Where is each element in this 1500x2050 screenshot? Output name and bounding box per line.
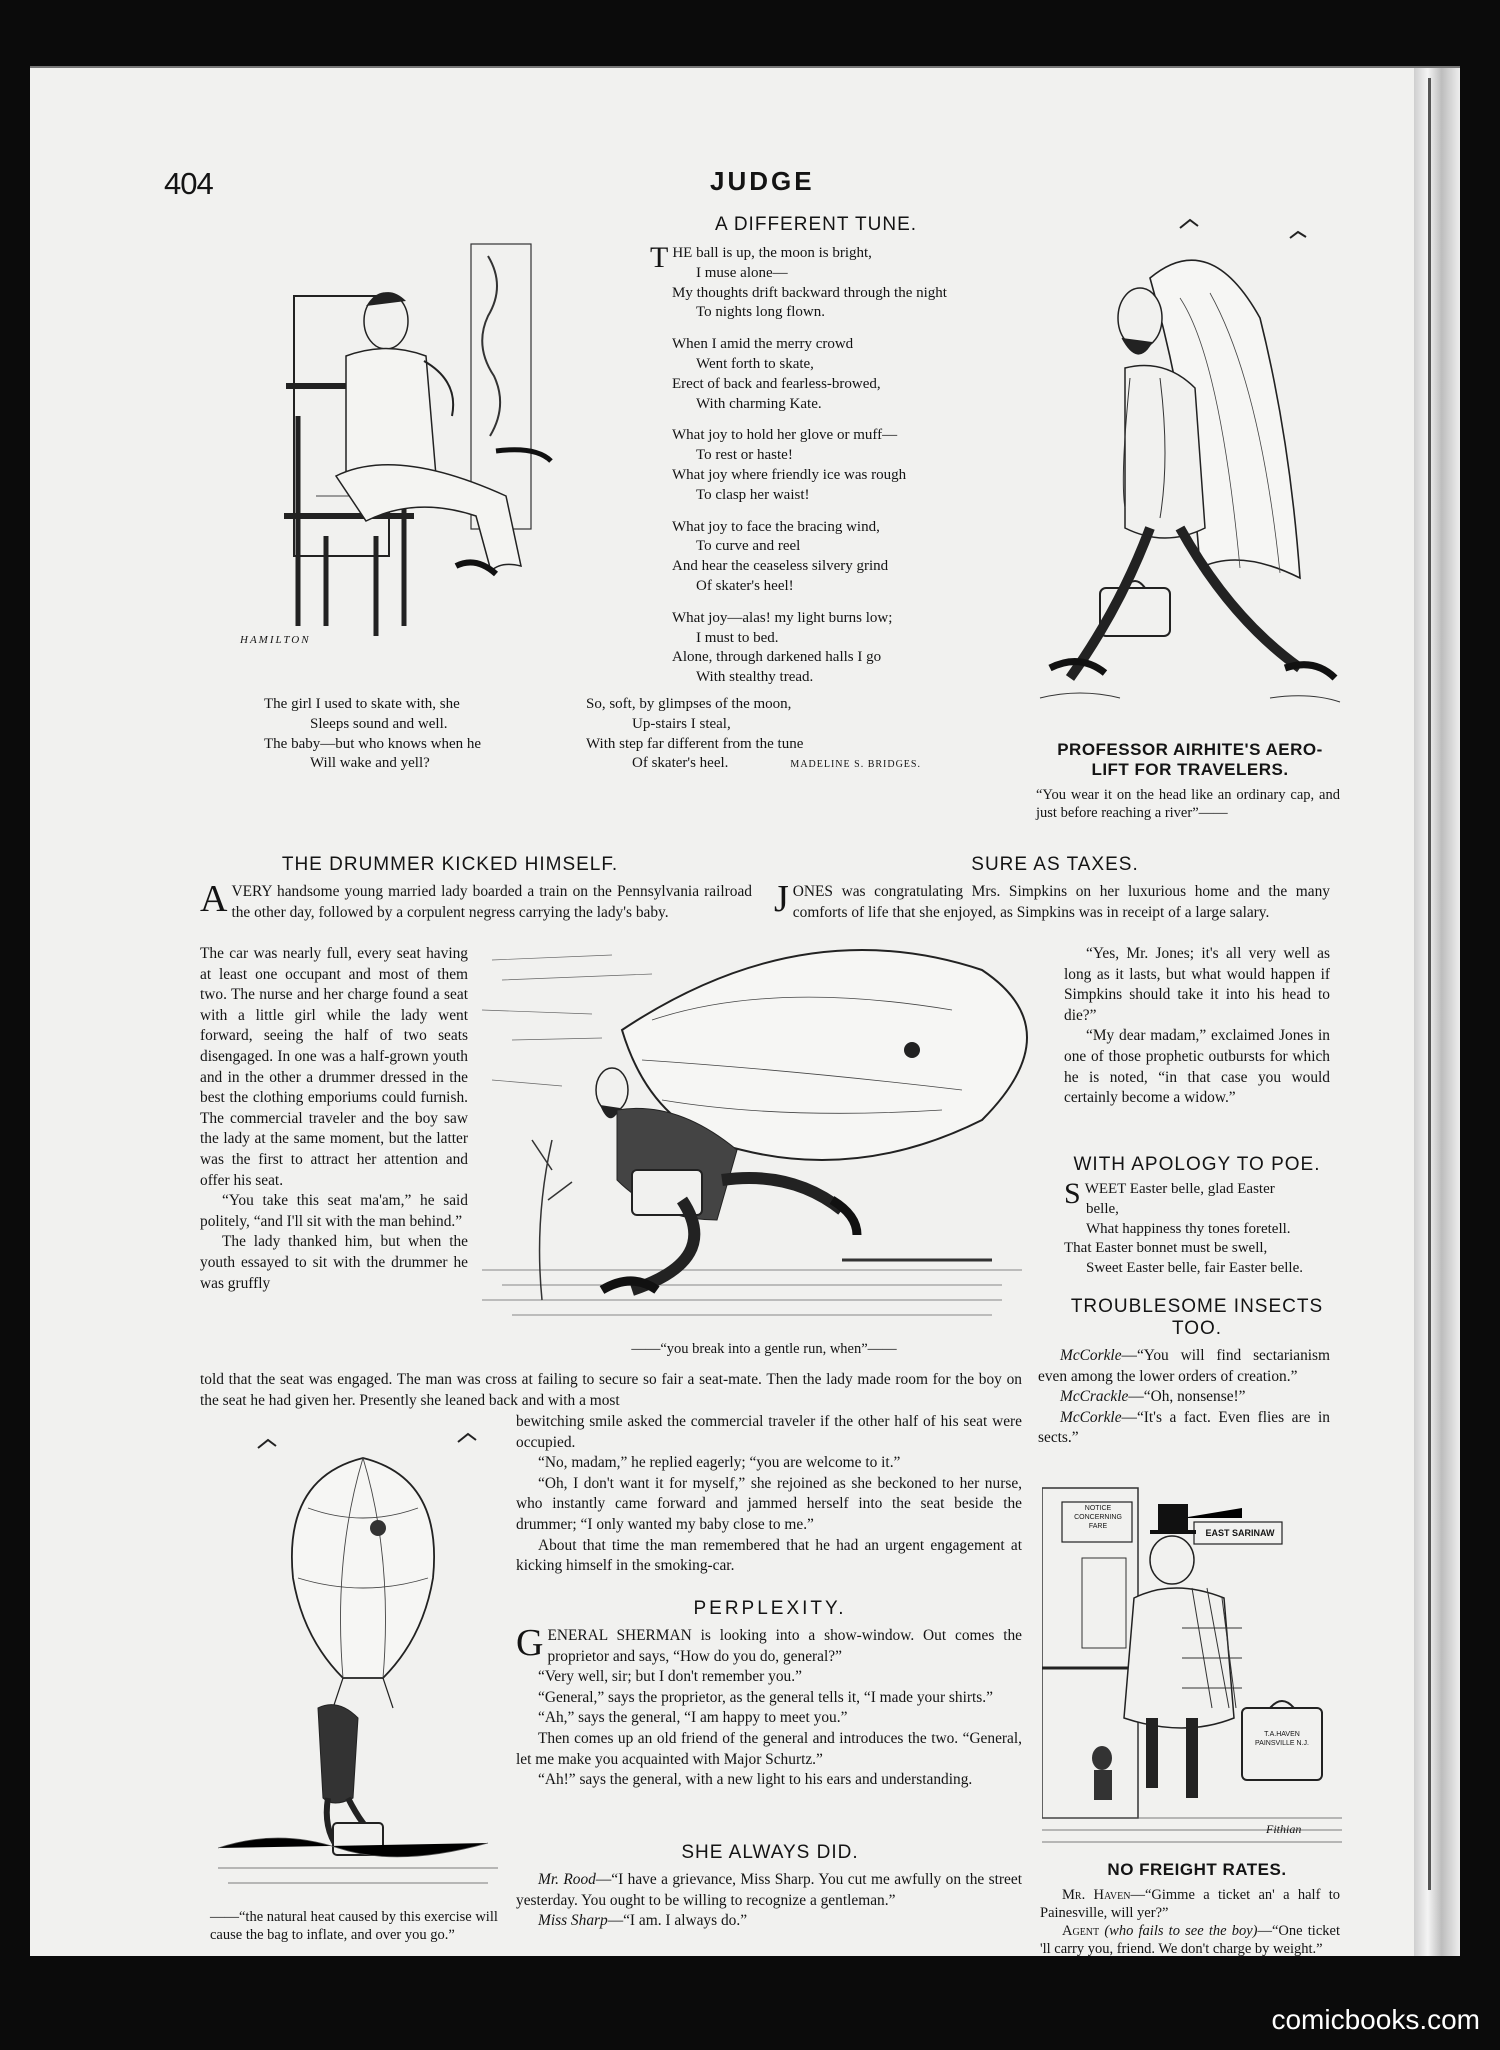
always-title: SHE ALWAYS DID. (681, 1842, 859, 1863)
perplexity-text: GENERAL SHERMAN is looking into a show-window. Out comes the proprietor and says, “How do you do, general?” “Very well, sir; but I don't remember you.” “General,” says the proprietor, as the general tells it, “I made your shirts.” “Ah,” says the general, “I am happy to meet you.” Then comes up an old friend of the general and introduces the two. “General, let me make you acquainted with Major Schurtz.” “Ah!” says the general, with a new light to his ears and understanding. (516, 1622, 1022, 1789)
insects-text: McCorkle—“You will find sectarianism even among the lower orders of creation.” McCrackle—“Oh, nonsense!” McCorkle—“It's a fact. Even flies are in sects.” (1038, 1347, 1330, 1447)
drummer-narrow-text: bewitching smile asked the commercial traveler if the other half of his seat were occupied. “No, madam,” he replied eagerly; “you are welcome to it.” “Oh, I don't want it for myself,” she rejoined as she beckoned to her nurse, who instantly came forward and jammed herself into the seat beside the drummer; “I only wanted my baby close to me.” About that time the man remembered that he had an urgent engagement at kicking himself in the smoking-car. (516, 1413, 1022, 1575)
page-number: 404 (164, 166, 213, 201)
freight-text: Mr. Haven—“Gimme a ticket an' a half to Painesville, will yer?” Agent (who fails to see the boy)—“One ticket 'll carry you, friend. We don't charge by weight.” (1040, 1887, 1340, 1957)
insects-title: TROUBLESOME INSECTS TOO. (1070, 1296, 1324, 1339)
taxes-title: SURE AS TAXES. (971, 854, 1139, 875)
floating-balloon-illustration (218, 1428, 508, 1898)
run-caption: ——“you break into a gentle run, when”—— (631, 1341, 897, 1357)
drummer-title: THE DRUMMER KICKED HIMSELF. (281, 854, 619, 875)
different-tune-bottom-left: The girl I used to skate with, she Sleeps sound and well. The baby—but who knows when he Will wake and yell? (264, 696, 482, 772)
poem-signature: MADELINE S. BRIDGES. (790, 759, 921, 771)
freight-title: NO FREIGHT RATES. (1107, 1860, 1287, 1879)
aero-lift-illustration (1030, 198, 1350, 728)
masthead: JUDGE (710, 166, 815, 196)
taxes-lead: JONES was congratulating Mrs. Simpkins on her luxurious home and the many comforts of life that she enjoyed, as Simpkins was in receipt of a large salary. (774, 878, 1330, 921)
watermark: comicbooks.com (1271, 2004, 1480, 2035)
station-sign: EAST SARINAW (1205, 1528, 1275, 1538)
running-man-balloon-illustration (482, 940, 1042, 1335)
taxes-column: “Yes, Mr. Jones; it's all very well as long as it lasts, but what would happen if Simpkins should take it into his head to die?” “My dear madam,” exclaimed Jones in one of those prophetic outbursts for which he is noted, “in that case you would certainly become a widow.” (1064, 945, 1330, 1107)
drummer-wide-text: told that the seat was engaged. The man was cross at failing to secure so fair a seat-mate. Then the lady made room for the boy on the seat he had given her. Presently she leaned back and with a most (200, 1371, 1022, 1409)
stanza: What joy—alas! my light burns low; I must to bed. Alone, through darkened halls I go With stealthy tread. (672, 609, 893, 686)
man-in-chair-illustration (226, 236, 642, 656)
drummer-column: The car was nearly full, every seat having at least one occupant and most of them two. The nurse and her charge found a seat with a little girl while the lady went forward, seeing the half of two seats disengaged. In one was a half-grown youth and in the other a drummer dressed in the best the clothing emporiums could furnish. The commercial traveler and the boy saw the lady at the same moment, but the latter was the first to attract her attention and offer his seat. “You take this seat ma'am,” he said politely, “and I'll sit with the man behind.” The lady thanked him, but when the youth essayed to sit with the drummer he was gruffly (200, 945, 468, 1292)
poe-title: WITH APOLOGY TO POE. (1073, 1154, 1321, 1175)
stanza: What joy to face the bracing wind, To curve and reel And hear the ceaseless silvery grind Of skater's heel! (672, 518, 889, 594)
magazine-page (30, 66, 1460, 1956)
bag-label: T.A.HAVEN PAINSVILLE N.J. (1255, 1731, 1309, 1747)
always-text: Mr. Rood—“I have a grievance, Miss Sharp. You cut me awfully on the street yesterday. You ought to be willing to recognize a gentleman.” Miss Sharp—“I am. I always do.” (516, 1871, 1022, 1930)
perplexity-title: PERPLEXITY. (693, 1598, 847, 1619)
balloon-caption: ——“the natural heat caused by this exercise will cause the bag to inflate, and over you go.” (210, 1909, 498, 1943)
stanza: THE ball is up, the moon is bright, I muse alone— My thoughts drift backward through the night To nights long flown. (650, 241, 947, 321)
poe-poem: SWEET Easter belle, glad Easter belle, What happiness thy tones foretell. That Easter bonnet must be swell, Sweet Easter belle, fair Easter belle. (1064, 1177, 1303, 1277)
stanza: What joy to hold her glove or muff— To rest or haste! What joy where friendly ice was rough To clasp her waist! (672, 427, 907, 503)
page-spine (1414, 68, 1460, 1956)
different-tune-title: A DIFFERENT TUNE. (714, 214, 918, 235)
drummer-lead: AVERY handsome young married lady boarded a train on the Pennsylvania railroad the other day, followed by a corpulent negress carrying the lady's baby. (200, 878, 752, 921)
aero-caption: “You wear it on the head like an ordinary cap, and just before reaching a river”—— (1036, 787, 1340, 821)
stanza: When I amid the merry crowd Went forth to skate, Erect of back and fearless-browed, With charming Kate. (672, 336, 881, 412)
different-tune-bottom-right: So, soft, by glimpses of the moon, Up-stairs I steal, With step far different from the tune Of skater's heel. MADELINE S. BRIDGES. (586, 696, 921, 772)
artist-signature: HAMILTON (240, 634, 311, 646)
notice-sign: NOTICE CONCERNING FARE (1074, 1505, 1122, 1530)
different-tune-poem (650, 241, 990, 700)
aero-title: PROFESSOR AIRHITE'S AERO- LIFT FOR TRAVELERS. (1057, 740, 1323, 779)
artist-signature: Fithian (1266, 1822, 1302, 1836)
